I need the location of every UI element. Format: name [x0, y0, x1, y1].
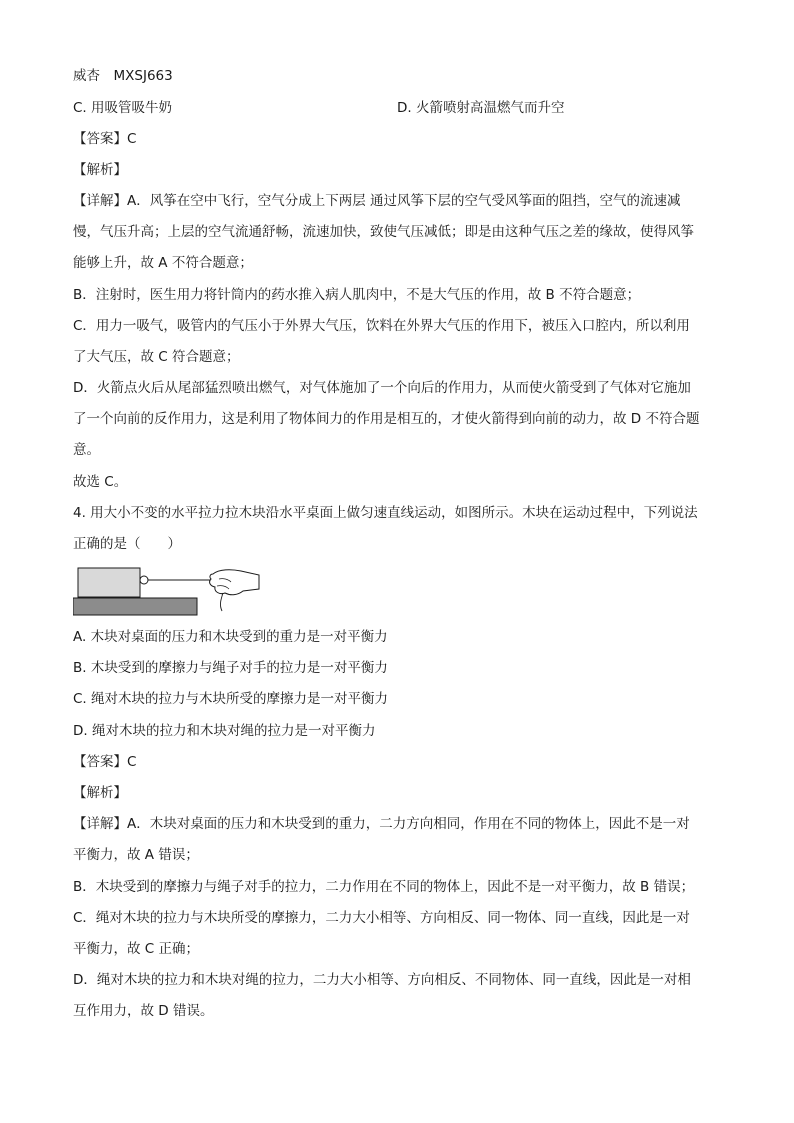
q3-detail-line: 了大气压，故 C 符合题意； — [73, 349, 240, 365]
q4-detail-line: C．绳对木块的拉力与木块所受的摩擦力，二力大小相等、方向相反、同一物体、同一直线，因此是一对 — [73, 910, 690, 926]
header-watermark: 威杏 MXSJ663 — [73, 68, 173, 84]
q3-detail-line: C．用力一吸气，吸管内的气压小于外界大气压，饮料在外界大气压的作用下，被压入口腔内，所以利用 — [73, 318, 690, 334]
q3-detail-line: 慢，气压升高；上层的空气流通舒畅，流速加快，致使气压减低；即是由这种气压之差的缘故，使得风筝 — [73, 224, 694, 240]
q3-analysis-label: 【解析】 — [73, 162, 127, 178]
q3-option-c: C. 用吸管吸牛奶 — [73, 100, 173, 116]
block-pull-figure — [73, 565, 273, 620]
wooden-block — [78, 568, 140, 597]
q3-answer: 【答案】C — [73, 131, 137, 147]
q3-detail-line: B．注射时，医生用力将针筒内的药水推入病人肌肉中，不是大气压的作用，故 B 不符合题意； — [73, 287, 641, 303]
q4-option-c: C. 绳对木块的拉力与木块所受的摩擦力是一对平衡力 — [73, 691, 389, 707]
hook-icon — [140, 576, 148, 584]
q3-detail-line: D．火箭点火后从尾部猛烈喷出燃气，对气体施加了一个向后的作用力，从而使火箭受到了气体对它施加 — [73, 380, 691, 396]
table-surface — [73, 598, 197, 615]
q4-option-a: A. 木块对桌面的压力和木块受到的重力是一对平衡力 — [73, 629, 388, 645]
q3-detail-line: 了一个向前的反作用力，这是利用了物体间力的作用是相互的，才使火箭得到向前的动力，故 D 不符合题 — [73, 411, 700, 427]
q4-detail-line: 平衡力，故 C 正确； — [73, 941, 200, 957]
q4-detail-line: B．木块受到的摩擦力与绳子对手的拉力，二力作用在不同的物体上，因此不是一对平衡力，故 B 错误； — [73, 879, 695, 895]
q4-analysis-label: 【解析】 — [73, 785, 127, 801]
q4-detail-line: 互作用力，故 D 错误。 — [73, 1003, 214, 1019]
q4-detail-line: D．绳对木块的拉力和木块对绳的拉力，二力大小相等、方向相反、不同物体、同一直线，因此是一对相 — [73, 972, 691, 988]
q3-detail-line: 能够上升，故 A 不符合题意； — [73, 255, 253, 271]
q3-detail-line: 意。 — [73, 442, 100, 458]
q3-option-d: D. 火箭喷射高温燃气而升空 — [397, 100, 565, 116]
q3-conclusion: 故选 C。 — [73, 474, 128, 490]
q4-detail-line: 【详解】A．木块对桌面的压力和木块受到的重力，二力方向相同，作用在不同的物体上，因此不是一对 — [73, 816, 690, 832]
q4-detail-line: 平衡力，故 A 错误； — [73, 847, 199, 863]
q4-option-d: D. 绳对木块的拉力和木块对绳的拉力是一对平衡力 — [73, 723, 376, 739]
q4-option-b: B. 木块受到的摩擦力与绳子对手的拉力是一对平衡力 — [73, 660, 388, 676]
q3-detail-line: 【详解】A．风筝在空中飞行，空气分成上下两层 通过风筝下层的空气受风筝面的阻挡，空气的流速减 — [73, 193, 681, 209]
hand-icon — [210, 570, 259, 611]
q4-stem-line: 正确的是（ ） — [73, 536, 181, 552]
q4-answer: 【答案】C — [73, 754, 137, 770]
q4-stem-line: 4. 用大小不变的水平拉力拉木块沿水平桌面上做匀速直线运动，如图所示。木块在运动过程中，下列说法 — [73, 505, 698, 521]
